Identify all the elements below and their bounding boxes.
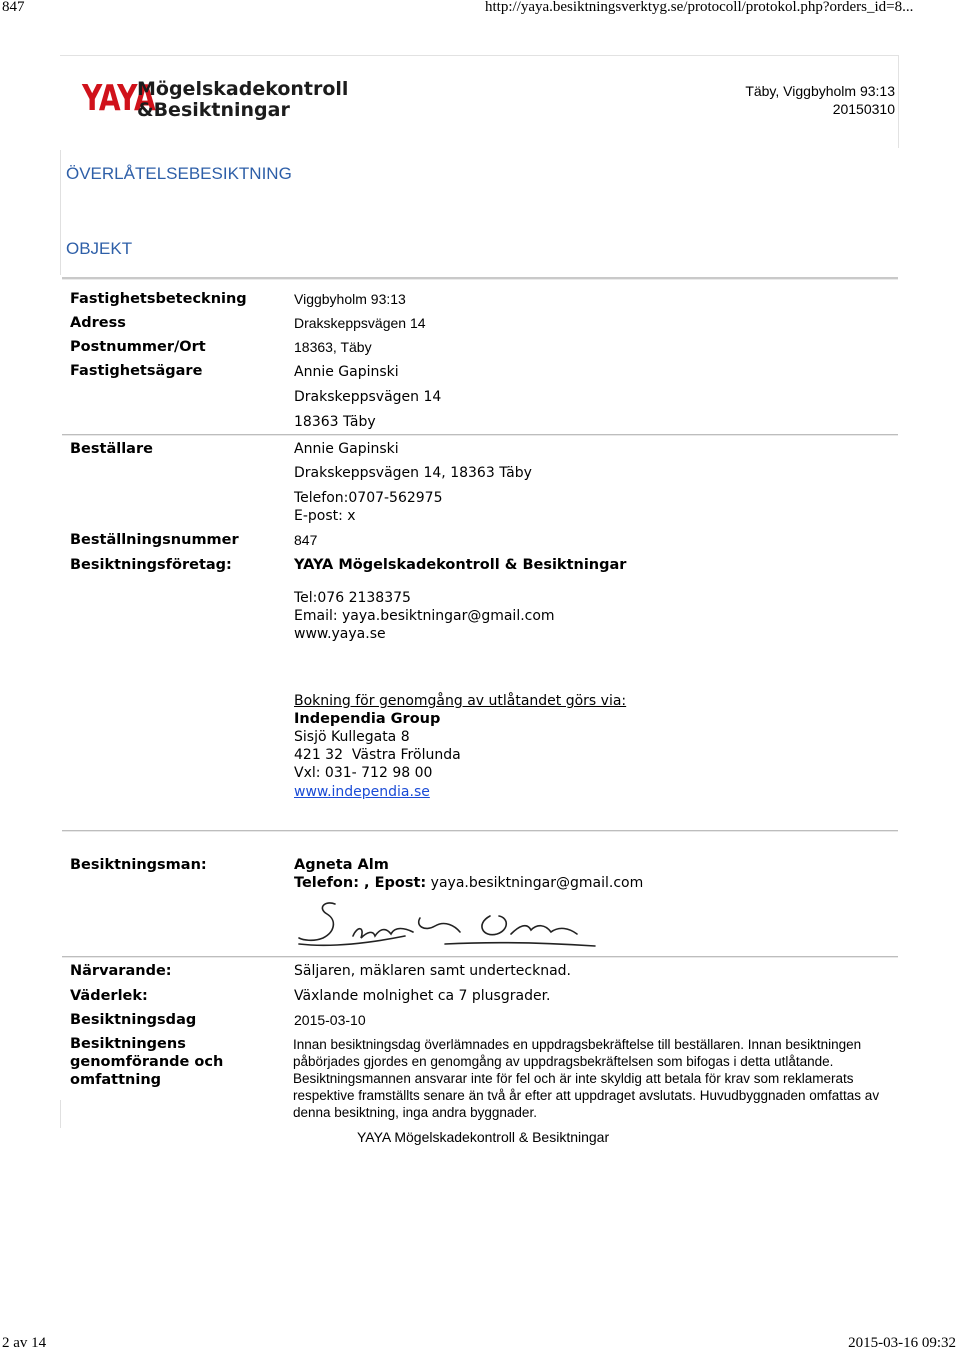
label-omfattning-3: omfattning <box>70 1072 162 1088</box>
value-bestallningsnummer: 847 <box>294 532 318 548</box>
booking-city: 421 32 Västra Frölunda <box>294 747 461 763</box>
inspector-contact-label: Telefon: , Epost: <box>294 875 427 891</box>
signature-stroke-6 <box>511 926 577 934</box>
inspector-name: Agneta Alm <box>294 857 389 873</box>
owner-city: 18363 Täby <box>294 414 376 430</box>
booking-intro: Bokning för genomgång av utlåtandet görs via: <box>294 693 627 709</box>
header-date: 20150310 <box>832 101 895 117</box>
booking-web-link[interactable]: www.independia.se <box>294 784 430 800</box>
label-inspector: Besiktningsman: <box>70 857 207 873</box>
label-besiktningsforetag: Besiktningsföretag: <box>70 557 232 573</box>
label-vaderlek: Väderlek: <box>70 988 148 1004</box>
owner-name: Annie Gapinski <box>294 364 399 380</box>
document-title: ÖVERLÅTELSEBESIKTNING <box>66 164 292 183</box>
omfattning-text: Innan besiktningsdag överlämnades en uppdragsbekräftelse till beställaren. Innan besiktningen påbörjades gjordes en genomgång av uppdragsbekräftelsen som bifogas i detta utlåtande. Besiktningsmannen ansvarar inte för fel och är inte skyldig att betala för krav som reklamerats respektive framställts senare än två år efter att uppdraget avslutats. Huvudbyggnaden omfattas av denna besiktning, inga andra byggnader. <box>293 1037 880 1120</box>
booking-street: Sisjö Kullegata 8 <box>294 729 410 745</box>
divider-inspector <box>62 830 898 832</box>
owner-street: Drakskeppsvägen 14 <box>294 389 442 405</box>
section-title: OBJEKT <box>66 239 133 258</box>
company-web: www.yaya.se <box>294 626 386 642</box>
label-narvarande: Närvarande: <box>70 963 172 979</box>
page-count: 2 av 14 <box>2 1335 47 1351</box>
value-vaderlek: Växlande molnighet ca 7 plusgrader. <box>294 988 551 1004</box>
booking-company: Independia Group <box>294 711 441 727</box>
divider-conditions <box>62 956 898 958</box>
left-rule-bottom <box>60 1100 61 1128</box>
label-postnummer: Postnummer/Ort <box>70 339 206 355</box>
label-fastighetsagare: Fastighetsägare <box>70 363 203 379</box>
signature-stroke-7 <box>445 943 595 946</box>
divider-bestallare <box>62 434 898 436</box>
label-bestallare: Beställare <box>70 441 153 457</box>
logo-line-1: Mögelskadekontroll <box>137 78 349 100</box>
logo-line-2: &Besiktningar <box>137 99 290 121</box>
value-besiktningsdag: 2015-03-10 <box>294 1012 366 1028</box>
logo-mark: YAYA <box>82 78 155 119</box>
booking-phone: Vxl: 031- 712 98 00 <box>294 765 433 781</box>
label-omfattning-1: Besiktningens <box>70 1036 186 1052</box>
label-besiktningsdag: Besiktningsdag <box>70 1012 197 1028</box>
page-url[interactable]: http://yaya.besiktningsverktyg.se/protocoll/protokol.php?orders_id=8... <box>485 0 914 15</box>
signature-stroke-5 <box>482 916 506 935</box>
signature <box>295 896 605 956</box>
client-name: Annie Gapinski <box>294 441 399 457</box>
left-rule <box>60 150 61 275</box>
value-narvarande: Säljaren, mäklaren samt undertecknad. <box>294 963 571 979</box>
label-omfattning-2: genomförande och <box>70 1054 224 1070</box>
company-email: Email: yaya.besiktningar@gmail.com <box>294 608 555 624</box>
value-fastighetsbeteckning: Viggbyholm 93:13 <box>294 291 406 307</box>
signature-stroke-4 <box>419 918 460 932</box>
company-name: YAYA Mögelskadekontroll & Besiktningar <box>294 557 627 573</box>
footer-company: YAYA Mögelskadekontroll & Besiktningar <box>357 1129 610 1145</box>
section-divider <box>62 277 898 280</box>
value-postnummer: 18363, Täby <box>294 339 372 355</box>
print-datetime: 2015-03-16 09:32 <box>848 1335 956 1351</box>
client-address: Drakskeppsvägen 14, 18363 Täby <box>294 465 532 481</box>
label-bestallningsnummer: Beställningsnummer <box>70 532 239 548</box>
client-phone: Telefon:0707-562975 <box>294 490 443 506</box>
page-ref: 847 <box>2 0 25 15</box>
value-adress: Drakskeppsvägen 14 <box>294 315 426 331</box>
label-adress: Adress <box>70 315 126 331</box>
client-email: E-post: x <box>294 508 356 524</box>
label-fastighetsbeteckning: Fastighetsbeteckning <box>70 291 247 307</box>
inspector-contact-email: yaya.besiktningar@gmail.com <box>430 875 644 891</box>
signature-stroke-1 <box>299 903 335 940</box>
company-tel: Tel:076 2138375 <box>294 590 411 606</box>
header-location: Täby, Viggbyholm 93:13 <box>745 83 895 99</box>
